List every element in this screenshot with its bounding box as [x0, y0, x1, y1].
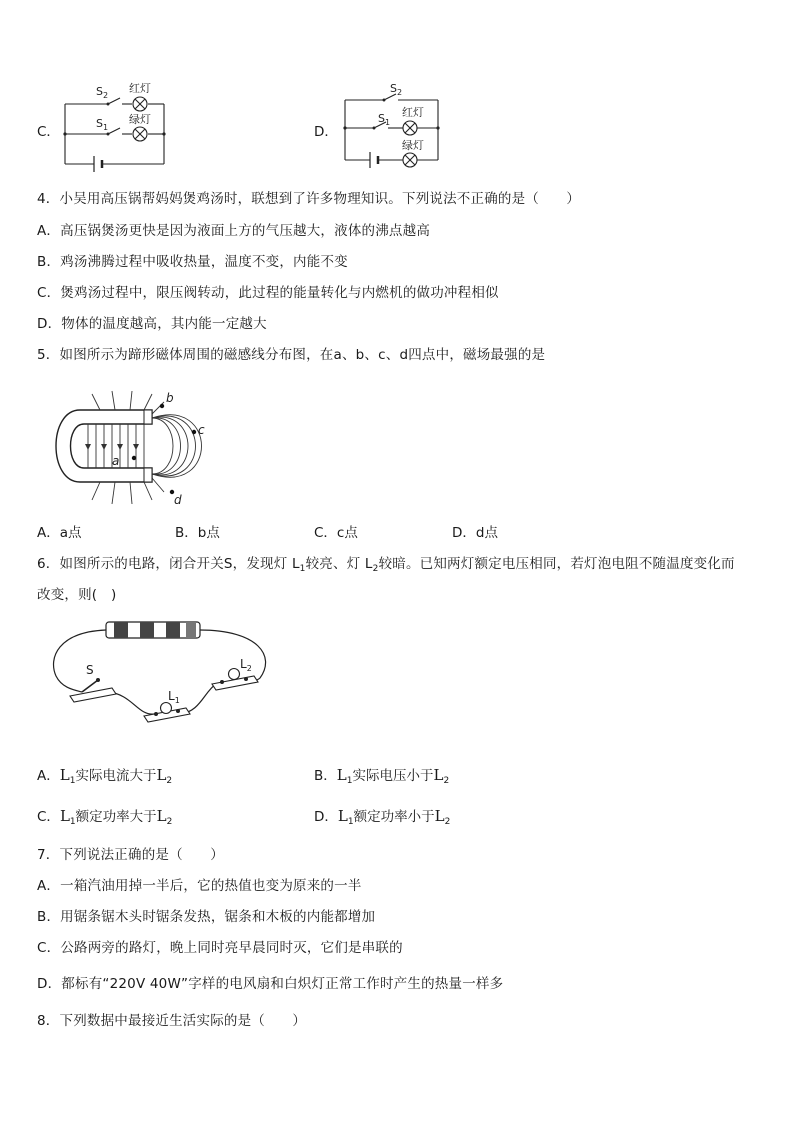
q6-switch-icon — [70, 678, 116, 702]
q5-point-d-label: d — [174, 493, 182, 507]
q6-option-c: C．$L_1$额定功率大于$L_2$ — [37, 807, 173, 827]
svg-text:S1: $S_1$ — [378, 112, 391, 127]
q3-d-red-lamp-icon — [403, 121, 417, 135]
svg-text:L1: $L_1$ — [168, 689, 180, 705]
q6-stem-line2: 改变，则( ) — [37, 587, 117, 603]
svg-text:S2: $S_2$ — [390, 82, 403, 97]
q4-option-d: D．物体的温度越高，其内能一定越大 — [37, 316, 267, 332]
svg-text:S2: $S_2$ — [96, 85, 109, 100]
q3-d-red-label: 红灯 — [402, 106, 424, 119]
q5-point-b-label: b — [166, 391, 174, 405]
q5-stem: 5．如图所示为蹄形磁体周围的磁感线分布图，在a、b、c、d四点中，磁场最强的是 — [37, 347, 546, 363]
q6-stem-line1: 6．如图所示的电路，闭合开关S，发现灯 $L_1$较亮、灯 $L_2$较暗。已知两灯额定电压相同，若灯泡电阻不随温度变化而 — [37, 556, 735, 574]
q3-c-green-lamp-icon — [133, 127, 147, 141]
q5-option-d: D．d点 — [452, 525, 498, 541]
q6-lamp-l1-icon — [144, 703, 190, 723]
q6-option-d: D．$L_1$额定功率小于$L_2$ — [314, 807, 451, 827]
q5-option-c: C．c点 — [314, 525, 358, 541]
svg-text:L2: $L_2$ — [240, 657, 252, 673]
q5-point-a-label: a — [112, 454, 120, 468]
q3-option-c-label: C． — [37, 124, 60, 140]
q7-option-d: D．都标有“220V 40W”字样的电风扇和白炽灯正常工作时产生的热量一样多 — [37, 976, 504, 992]
q4-option-b: B．鸡汤沸腾过程中吸收热量，温度不变，内能不变 — [37, 254, 348, 270]
q7-stem: 7．下列说法正确的是（ ） — [37, 847, 224, 863]
q3-d-green-label: 绿灯 — [402, 139, 424, 152]
q3-c-green-label: 绿灯 — [129, 113, 151, 126]
q3-c-battery-icon — [94, 156, 102, 172]
q4-option-c: C．煲鸡汤过程中，限压阀转动，此过程的能量转化与内燃机的做功冲程相似 — [37, 285, 499, 301]
q5-option-b: B．b点 — [175, 525, 220, 541]
q7-option-a: A．一箱汽油用掉一半后，它的热值也变为原来的一半 — [37, 878, 362, 894]
q6-switch-label: S — [86, 663, 94, 677]
svg-text:S1: $S_1$ — [96, 117, 109, 132]
q6-option-b: B．$L_1$实际电压小于$L_2$ — [314, 766, 450, 786]
q6-battery-icon — [106, 622, 200, 638]
q3-d-battery-icon — [370, 152, 378, 168]
q6-option-a: A．$L_1$实际电流大于$L_2$ — [37, 766, 173, 786]
q5-option-a: A．a点 — [37, 525, 82, 541]
q5-point-c-label: c — [198, 423, 205, 437]
q3-c-red-label: 红灯 — [129, 82, 151, 95]
q3-option-c-circuit — [60, 80, 170, 172]
q4-option-a: A．高压锅煲汤更快是因为液面上方的气压越大，液体的沸点越高 — [37, 223, 431, 239]
q6-circuit-figure — [48, 618, 288, 730]
q3-option-d-label: D． — [314, 124, 338, 140]
q4-stem: 4．小吴用高压锅帮妈妈煲鸡汤时，联想到了许多物理知识。下列说法不正确的是（ ） — [37, 191, 581, 207]
q3-c-red-lamp-icon — [133, 97, 147, 111]
q5-horseshoe-magnet-figure — [40, 388, 220, 510]
q8-stem: 8．下列数据中最接近生活实际的是（ ） — [37, 1013, 307, 1029]
q3-d-green-lamp-icon — [403, 153, 417, 167]
q7-option-c: C．公路两旁的路灯，晚上同时亮早晨同时灭，它们是串联的 — [37, 940, 403, 956]
q7-option-b: B．用锯条锯木头时锯条发热，锯条和木板的内能都增加 — [37, 909, 376, 925]
q3-option-d-circuit — [340, 80, 450, 172]
